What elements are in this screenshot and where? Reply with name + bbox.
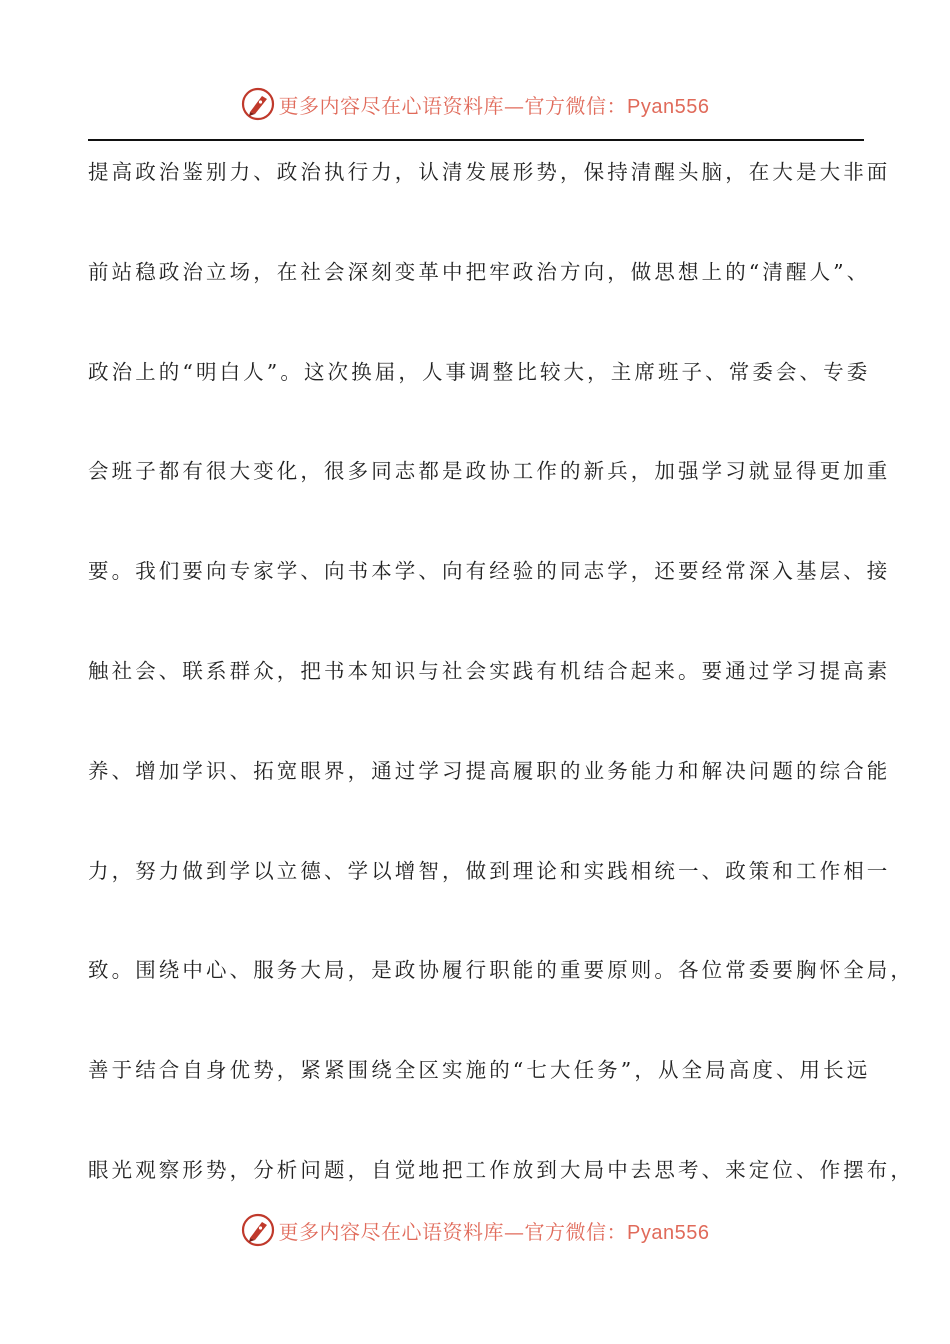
watermark-text-cn: 更多内容尽在心语资料库—官方微信： xyxy=(278,93,628,118)
text-line: 力，努力做到学以立德、学以增智，做到理论和实践相统一、政策和工作相一 xyxy=(88,858,891,883)
text-line: 提高政治鉴别力、政治执行力，认清发展形势，保持清醒头脑，在大是大非面 xyxy=(88,160,891,184)
text-line: 前站稳政治立场，在社会深刻变革中把牢政治方向，做思想上的“清醒人”、 xyxy=(88,259,871,284)
footer-watermark-content xyxy=(241,1213,710,1247)
header-watermark-banner xyxy=(0,84,950,124)
footer-watermark-banner xyxy=(0,1210,950,1250)
document-body xyxy=(88,150,914,1248)
header-watermark-content xyxy=(241,87,710,121)
text-line: 触社会、联系群众，把书本知识与社会实践有机结合起来。要通过学习提高素 xyxy=(88,658,891,683)
text-line: 要。我们要向专家学、向书本学、向有经验的同志学，还要经常深入基层、接 xyxy=(88,559,891,584)
text-line: 眼光观察形势，分析问题，自觉地把工作放到大局中去思考、来定位、作摆布， xyxy=(88,1157,914,1182)
text-line: 养、增加学识、拓宽眼界，通过学习提高履职的业务能力和解决问题的综合能 xyxy=(88,758,891,783)
header-divider xyxy=(88,139,864,141)
text-line: 致。围绕中心、服务大局，是政协履行职能的重要原则。各位常委要胸怀全局， xyxy=(88,958,914,983)
watermark-text xyxy=(279,1216,710,1245)
watermark-wechat-id: Pyan556 xyxy=(627,95,710,118)
watermark-text xyxy=(279,90,710,119)
pen-nib-logo-icon xyxy=(241,87,275,121)
text-line: 会班子都有很大变化，很多同志都是政协工作的新兵，加强学习就显得更加重 xyxy=(88,459,891,484)
text-line: 善于结合自身优势，紧紧围绕全区实施的“七大任务”，从全局高度、用长远 xyxy=(88,1058,871,1083)
pen-nib-logo-icon xyxy=(241,1213,275,1247)
watermark-text-cn: 更多内容尽在心语资料库—官方微信： xyxy=(278,1219,628,1244)
text-line: 政治上的“明白人”。这次换届，人事调整比较大，主席班子、常委会、专委 xyxy=(88,359,871,384)
watermark-wechat-id: Pyan556 xyxy=(627,1221,710,1244)
